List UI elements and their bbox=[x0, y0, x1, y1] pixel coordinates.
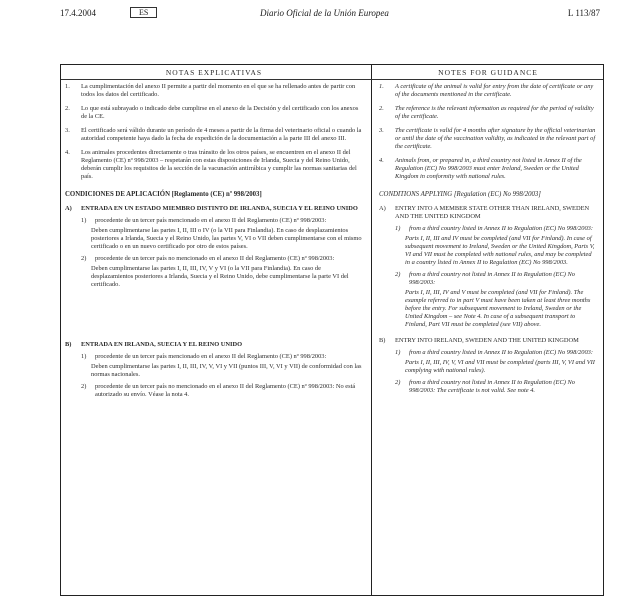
right-title: NOTES FOR GUIDANCE bbox=[438, 68, 538, 77]
note-item bbox=[379, 105, 597, 121]
subsection-number: 2) bbox=[395, 379, 401, 386]
subsection-item bbox=[379, 379, 597, 395]
note-item bbox=[379, 127, 597, 151]
note-item bbox=[65, 127, 363, 143]
note-number: 3. bbox=[379, 127, 384, 134]
subsection-item bbox=[379, 225, 597, 233]
subsection-number: 1) bbox=[81, 353, 87, 360]
note-item bbox=[65, 149, 363, 181]
note-text: La cumplimentación del anexo II permite a partir del momento en el que se ha rellenado antes de partir con todos los datos del certificado. bbox=[81, 83, 356, 98]
subsection-item bbox=[65, 353, 363, 361]
note-number: 2. bbox=[65, 105, 70, 112]
right-section-b-title: B) ENTRY INTO IRELAND, SWEDEN AND THE UNITED KINGDOM bbox=[379, 337, 579, 344]
note-text: El certificado será válido durante un período de 4 meses a partir de la firma del veterinario oficial o cuando la autoridad competente haya dado la fecha de expedición de la documentación a la parte III del anexo III. bbox=[81, 127, 362, 142]
right-section-a-title: A) ENTRY INTO A MEMBER STATE OTHER THAN IRELAND, SWEDEN AND THE UNITED KINGDOM bbox=[379, 205, 590, 220]
subsection-body: Parts I, II, III and IV must be completed (and VII for Finland). In case of subsequent movement to Ireland, Sweden or the United Kingdom, Parts V, VI and VII must be completed with national rules, and may be completed in a country listed in Annex II to Regulation (EC) No 998/2003. bbox=[405, 235, 595, 266]
subsection-body: Deben cumplimentarse las partes I, II, III, IV, V, VI y VII (puntos III, V, VI y VII) de conformidad con las normas nacionales. bbox=[91, 363, 362, 378]
subsection-number: 1) bbox=[81, 217, 87, 224]
subsection-text: procedente de un tercer país mencionado en el anexo II del Reglamento (CE) nº 998/2003: bbox=[95, 353, 327, 360]
subsection-number: 1) bbox=[395, 349, 401, 356]
left-section-a-title: A) ENTRADA EN UN ESTADO MIEMBRO DISTINTO DE IRLANDA, SUECIA Y EL REINO UNIDO bbox=[65, 205, 358, 212]
subsection-text: from a third country not listed in Annex II to Regulation (EC) No 998/2003: bbox=[409, 271, 575, 286]
subsection-item bbox=[65, 217, 363, 225]
subsection-item bbox=[379, 349, 597, 357]
right-conditions-title: CONDITIONS APPLYING [Regulation (EC) No 998/2003] bbox=[379, 191, 541, 198]
journal-title: Diario Oficial de la Unión Europea bbox=[260, 8, 389, 18]
subsection-item bbox=[65, 255, 363, 263]
note-number: 4. bbox=[379, 157, 384, 164]
note-item bbox=[379, 157, 597, 181]
subsection-text: from a third country not listed in Annex II to Regulation (EC) No 998/2003: The certificate is not valid. See note 4. bbox=[409, 379, 575, 394]
subsection-text: procedente de un tercer país no mencionado en el anexo II del Reglamento (CE) nº 998/2003: No está autorizado su envío. Véase la nota 4. bbox=[95, 383, 356, 398]
subsection-number: 1) bbox=[395, 225, 401, 232]
left-section-b-title: B) ENTRADA EN IRLANDA, SUECIA Y EL REINO UNIDO bbox=[65, 341, 243, 348]
language-code-box: ES bbox=[130, 7, 157, 18]
subsection-item bbox=[65, 383, 363, 399]
subsection-text: from a third country listed in Annex II to Regulation (EC) No 998/2003: bbox=[409, 349, 594, 356]
note-item bbox=[65, 83, 363, 99]
page-header bbox=[60, 8, 600, 22]
subsection-text: from a third country listed in Annex II to Regulation (EC) No 998/2003: bbox=[409, 225, 594, 232]
left-title: NOTAS EXPLICATIVAS bbox=[165, 68, 263, 77]
note-text: A certificate of the animal is valid for entry from the date of certificate or any of the documents mentioned in the certificate. bbox=[395, 83, 594, 98]
subsection-text: procedente de un tercer país mencionado en el anexo II del Reglamento (CE) nº 998/2003: bbox=[95, 217, 327, 224]
note-number: 4. bbox=[65, 149, 70, 156]
note-text: Lo que está subrayado o indicado debe cumplirse en el anexo de la Decisión y del certificado con los anexos de la CE. bbox=[81, 105, 359, 120]
subsection-number: 2) bbox=[81, 383, 87, 390]
subsection-number: 2) bbox=[395, 271, 401, 278]
note-text: The certificate is valid for 4 months after signature by the official veterinarian or until the date of the vaccination validity, as indicated in the relevant part of the certificate. bbox=[395, 127, 596, 150]
left-conditions-title: CONDICIONES DE APLICACIÓN [Reglamento (CE) nº 998/2003] bbox=[65, 191, 262, 198]
note-number: 2. bbox=[379, 105, 384, 112]
page-number: L 113/87 bbox=[567, 8, 600, 18]
subsection-body: Deben cumplimentarse las partes I, II, III o IV (o la VII para Finlandia). En caso de desplazamientos posteriores a Irlanda, Suecia y el Reino Unido, las partes V, VI o VII deben cumplimentarse con el mismo certificado o en un nuevo certificado por otro de estos países. bbox=[91, 227, 362, 250]
note-text: Los animales procedentes directamente o tras tránsito de los otros países, se encuentren en el anexo II del Reglamento (CE) nº 998/2003 – respetarán con estas disposiciones de Irlanda, Suecia y del Reino Unido, deberán cumplir los requisitos de la sección de la vacunación antirrábica y cumplir las normas sanitarias del país. bbox=[81, 149, 357, 180]
note-item bbox=[65, 105, 363, 121]
note-number: 1. bbox=[65, 83, 70, 90]
subsection-body: Parts I, II, III, IV and V must be completed (and VII for Finland). The example referred to in part V must have been taken at least three months before the entry. For subsequent movement to Ireland, Sweden or the United Kingdom – see Note 4. In case of a subsequent transport to Finland, Part VII must be completed (see VII) above. bbox=[405, 289, 591, 328]
left-column bbox=[61, 65, 367, 401]
header-date: 17.4.2004 bbox=[60, 8, 96, 18]
subsection-body: Deben cumplimentarse las partes I, II, III, IV, V y VI (o la VII para Finlandia). En caso de desplazamientos posteriores a Irlanda, Suecia y el Reino Unido, debe cumplimentarse la parte VI del certificado. bbox=[91, 265, 349, 288]
subsection-item bbox=[379, 271, 597, 287]
note-number: 1. bbox=[379, 83, 384, 90]
subsection-body: Parts I, II, III, IV, V, VI and VII must be completed (parts III, V, VI and VII complying with national rules). bbox=[405, 359, 595, 374]
document-frame bbox=[60, 64, 604, 596]
column-divider bbox=[371, 65, 372, 595]
subsection-text: procedente de un tercer país no mencionado en el anexo II del Reglamento (CE) nº 998/2003: bbox=[95, 255, 335, 262]
note-number: 3. bbox=[65, 127, 70, 134]
subsection-number: 2) bbox=[81, 255, 87, 262]
note-item bbox=[379, 83, 597, 99]
note-text: Animals from, or prepared in, a third country not listed in Annex II of the Regulation (EC) No 998/2003 must enter Ireland, Sweden or the United Kingdom in conformity with national rules. bbox=[395, 157, 582, 180]
right-column bbox=[375, 65, 601, 397]
note-text: The reference is the relevant information as required for the period of validity of the certificate. bbox=[395, 105, 594, 120]
